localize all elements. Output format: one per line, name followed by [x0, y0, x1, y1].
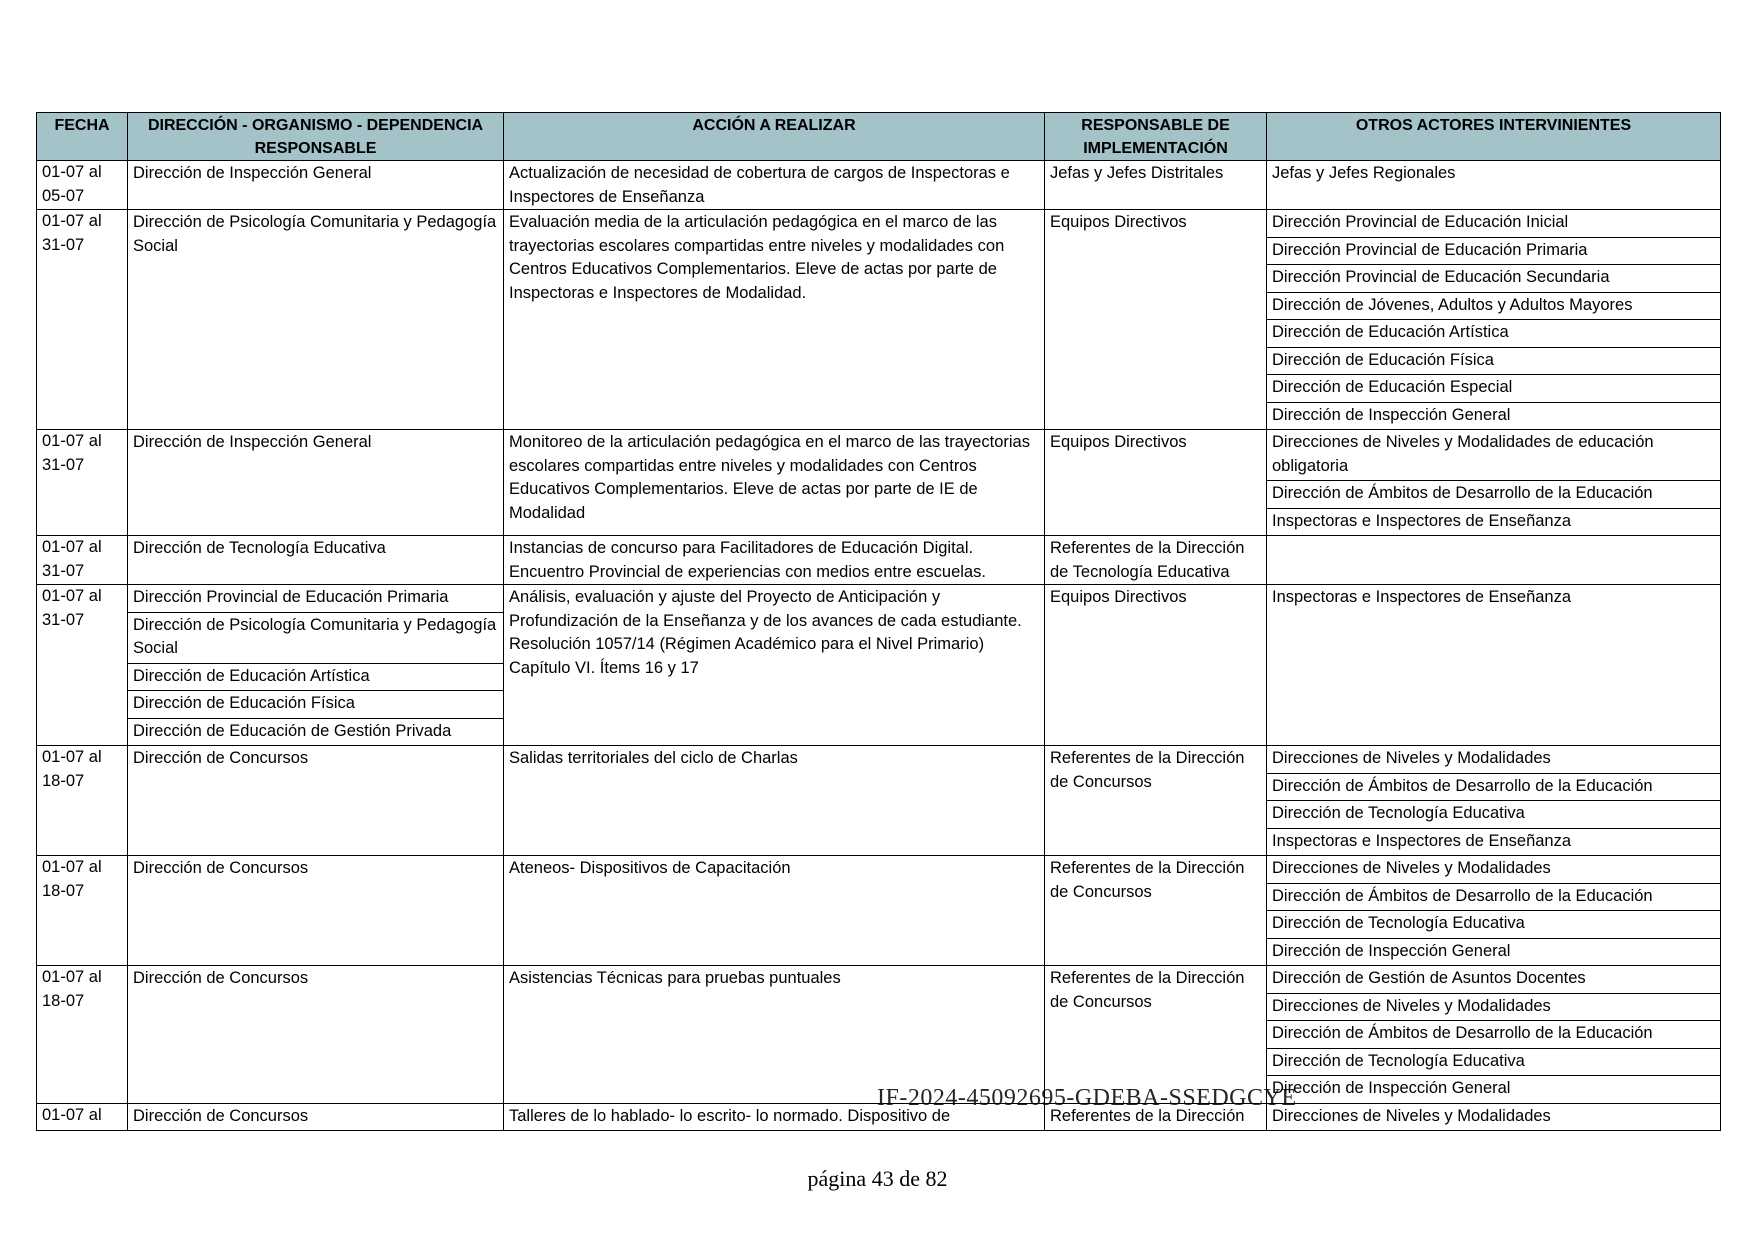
otros-item: Inspectoras e Inspectores de Enseñanza: [1267, 508, 1720, 536]
responsable-text: Equipos Directivos: [1050, 433, 1187, 451]
table-row: [37, 161, 1721, 210]
header-responsable: RESPONSABLE DE IMPLEMENTACIÓN: [1045, 113, 1267, 161]
direccion-item: Dirección de Inspección General: [133, 433, 372, 451]
cell-responsable: [1045, 746, 1267, 856]
direccion-item: Dirección de Tecnología Educativa: [133, 539, 386, 557]
cell-otros: [1267, 1103, 1721, 1131]
table-row: [37, 856, 1721, 966]
responsable-text: Referentes de la Dirección: [1050, 1106, 1245, 1125]
otros-item: Dirección de Ámbitos de Desarrollo de la Educación: [1267, 883, 1720, 911]
document-id-stamp: IF-2024-45092695-GDEBA-SSEDGCYE: [877, 1085, 1297, 1111]
accion-text: Salidas territoriales del ciclo de Charlas: [509, 749, 798, 767]
cell-direccion: [128, 430, 504, 536]
cell-accion: [504, 161, 1045, 210]
cell-fecha: 01-07 al 31-07: [37, 536, 128, 585]
cell-accion: [504, 856, 1045, 966]
otros-item: Direcciones de Niveles y Modalidades de educación obligatoria: [1272, 433, 1654, 475]
otros-item: Dirección de Ámbitos de Desarrollo de la Educación: [1267, 480, 1720, 508]
direccion-item: Dirección de Psicología Comunitaria y Pedagogía Social: [128, 612, 503, 663]
cell-direccion: [128, 161, 504, 210]
otros-item: Dirección de Tecnología Educativa: [1267, 1048, 1720, 1076]
otros-item: Dirección de Tecnología Educativa: [1267, 910, 1720, 938]
accion-text: Monitoreo de la articulación pedagógica en el marco de las trayectorias escolares compartidas entre niveles y modalidades con Centros Educativos Complementarios. Eleve de actas por parte de IE de Modalidad: [509, 433, 1030, 522]
cell-direccion: [128, 1103, 504, 1131]
cell-fecha: 01-07 al 18-07: [37, 856, 128, 966]
cell-accion: [504, 536, 1045, 585]
cell-fecha: 01-07 al: [37, 1103, 128, 1131]
otros-item: Dirección de Educación Física: [1267, 347, 1720, 375]
cell-responsable: [1045, 161, 1267, 210]
table-row: [37, 966, 1721, 1104]
header-fecha: FECHA: [37, 113, 128, 161]
otros-item: Jefas y Jefes Regionales: [1272, 164, 1456, 182]
otros-item: Direcciones de Niveles y Modalidades: [1267, 993, 1720, 1021]
cell-otros: [1267, 430, 1721, 536]
otros-item: Dirección de Ámbitos de Desarrollo de la Educación: [1267, 773, 1720, 801]
otros-item: Dirección Provincial de Educación Secundaria: [1267, 264, 1720, 292]
cell-responsable: [1045, 210, 1267, 430]
cell-accion: [504, 210, 1045, 430]
accion-text: Asistencias Técnicas para pruebas puntuales: [509, 969, 841, 987]
otros-item: Dirección de Jóvenes, Adultos y Adultos Mayores: [1267, 292, 1720, 320]
cell-direccion: [128, 856, 504, 966]
table-row: [37, 746, 1721, 856]
otros-item: Direcciones de Niveles y Modalidades: [1272, 749, 1551, 767]
page-number-footer: página 43 de 82: [807, 1166, 948, 1191]
otros-item: Inspectoras e Inspectores de Enseñanza: [1272, 588, 1572, 606]
otros-item: Dirección de Inspección General: [1267, 938, 1720, 966]
otros-item: Dirección de Educación Artística: [1267, 319, 1720, 347]
cell-otros: [1267, 161, 1721, 210]
otros-item: Dirección de Inspección General: [1267, 1075, 1720, 1103]
cell-direccion: [128, 746, 504, 856]
cell-direccion: [128, 966, 504, 1104]
direccion-item: Dirección de Psicología Comunitaria y Pedagogía Social: [133, 213, 497, 255]
cell-accion: [504, 966, 1045, 1104]
cell-direccion: [128, 585, 504, 746]
cell-fecha: 01-07 al 18-07: [37, 966, 128, 1104]
direccion-item: Dirección de Concursos: [133, 749, 309, 767]
otros-item: Dirección de Inspección General: [1267, 402, 1720, 430]
cell-otros: [1267, 536, 1721, 585]
cell-accion: [504, 585, 1045, 746]
responsable-text: Jefas y Jefes Distritales: [1050, 164, 1224, 182]
cell-accion: [504, 430, 1045, 536]
otros-item: Dirección de Tecnología Educativa: [1267, 800, 1720, 828]
table-row: [37, 210, 1721, 430]
otros-item: Inspectoras e Inspectores de Enseñanza: [1267, 828, 1720, 856]
table-row: [37, 585, 1721, 746]
table-header-row: [37, 113, 1721, 161]
cell-otros: [1267, 210, 1721, 430]
direccion-item: Dirección de Concursos: [133, 969, 309, 987]
otros-item: Dirección de Educación Especial: [1267, 374, 1720, 402]
direccion-item: Dirección Provincial de Educación Primaria: [133, 588, 449, 606]
accion-text: Análisis, evaluación y ajuste del Proyecto de Anticipación y Profundización de la Enseñanza y de los avances de cada estudiante. Resolución 1057/14 (Régimen Académico para el Nivel Primario) Capítulo VI. Ítems 16 y 17: [509, 588, 1022, 677]
direccion-item: Dirección de Concursos: [133, 1106, 309, 1125]
cell-fecha: 01-07 al 31-07: [37, 210, 128, 430]
cell-otros: [1267, 966, 1721, 1104]
cell-fecha: 01-07 al 05-07: [37, 161, 128, 210]
otros-item: Dirección Provincial de Educación Primaria: [1267, 237, 1720, 265]
cell-fecha: 01-07 al 31-07: [37, 585, 128, 746]
accion-text: Actualización de necesidad de cobertura de cargos de Inspectoras e Inspectores de Enseñanza: [509, 164, 1010, 206]
table-row: [37, 536, 1721, 585]
cell-otros: [1267, 585, 1721, 746]
responsable-text: Referentes de la Dirección de Concursos: [1050, 969, 1245, 1011]
cell-responsable: [1045, 430, 1267, 536]
cell-otros: [1267, 746, 1721, 856]
otros-item: Direcciones de Niveles y Modalidades: [1272, 1106, 1551, 1125]
table-body: [37, 161, 1721, 1131]
header-accion: ACCIÓN A REALIZAR: [504, 113, 1045, 161]
cell-direccion: [128, 210, 504, 430]
header-direccion: DIRECCIÓN - ORGANISMO - DEPENDENCIA RESPONSABLE: [128, 113, 504, 161]
responsable-text: Referentes de la Dirección de Concursos: [1050, 749, 1245, 791]
otros-item: Dirección de Gestión de Asuntos Docentes: [1272, 969, 1586, 987]
cell-responsable: [1045, 585, 1267, 746]
responsable-text: Referentes de la Dirección de Tecnología Educativa: [1050, 539, 1245, 581]
otros-item: Dirección Provincial de Educación Inicial: [1272, 213, 1569, 231]
accion-text: Talleres de lo hablado- lo escrito- lo normado. Dispositivo de: [509, 1106, 951, 1125]
accion-text: Instancias de concurso para Facilitadores de Educación Digital. Encuentro Provincial de experiencias con medios entre escuelas.: [509, 539, 986, 581]
cell-fecha: 01-07 al 18-07: [37, 746, 128, 856]
cell-fecha: 01-07 al 31-07: [37, 430, 128, 536]
otros-item: Dirección de Ámbitos de Desarrollo de la Educación: [1267, 1020, 1720, 1048]
direccion-item: Dirección de Educación de Gestión Privada: [128, 718, 503, 746]
responsable-text: Referentes de la Dirección de Concursos: [1050, 859, 1245, 901]
cell-otros: [1267, 856, 1721, 966]
cell-direccion: [128, 536, 504, 585]
responsable-text: Equipos Directivos: [1050, 213, 1187, 231]
direccion-item: Dirección de Inspección General: [133, 164, 372, 182]
responsable-text: Equipos Directivos: [1050, 588, 1187, 606]
cell-accion: [504, 746, 1045, 856]
table-row: [37, 430, 1721, 536]
schedule-table: [36, 112, 1721, 1131]
otros-item: Direcciones de Niveles y Modalidades: [1272, 859, 1551, 877]
accion-text: Ateneos- Dispositivos de Capacitación: [509, 859, 791, 877]
cell-responsable: [1045, 856, 1267, 966]
direccion-item: Dirección de Concursos: [133, 859, 309, 877]
header-otros: OTROS ACTORES INTERVINIENTES: [1267, 113, 1721, 161]
cell-responsable: [1045, 536, 1267, 585]
cell-responsable: [1045, 966, 1267, 1104]
direccion-item: Dirección de Educación Física: [128, 690, 503, 718]
direccion-item: Dirección de Educación Artística: [128, 663, 503, 691]
accion-text: Evaluación media de la articulación pedagógica en el marco de las trayectorias escolares compartidas entre niveles y modalidades con Centros Educativos Complementarios. Eleve de actas por parte de Inspectoras e Inspectores de Modalidad.: [509, 213, 1005, 302]
